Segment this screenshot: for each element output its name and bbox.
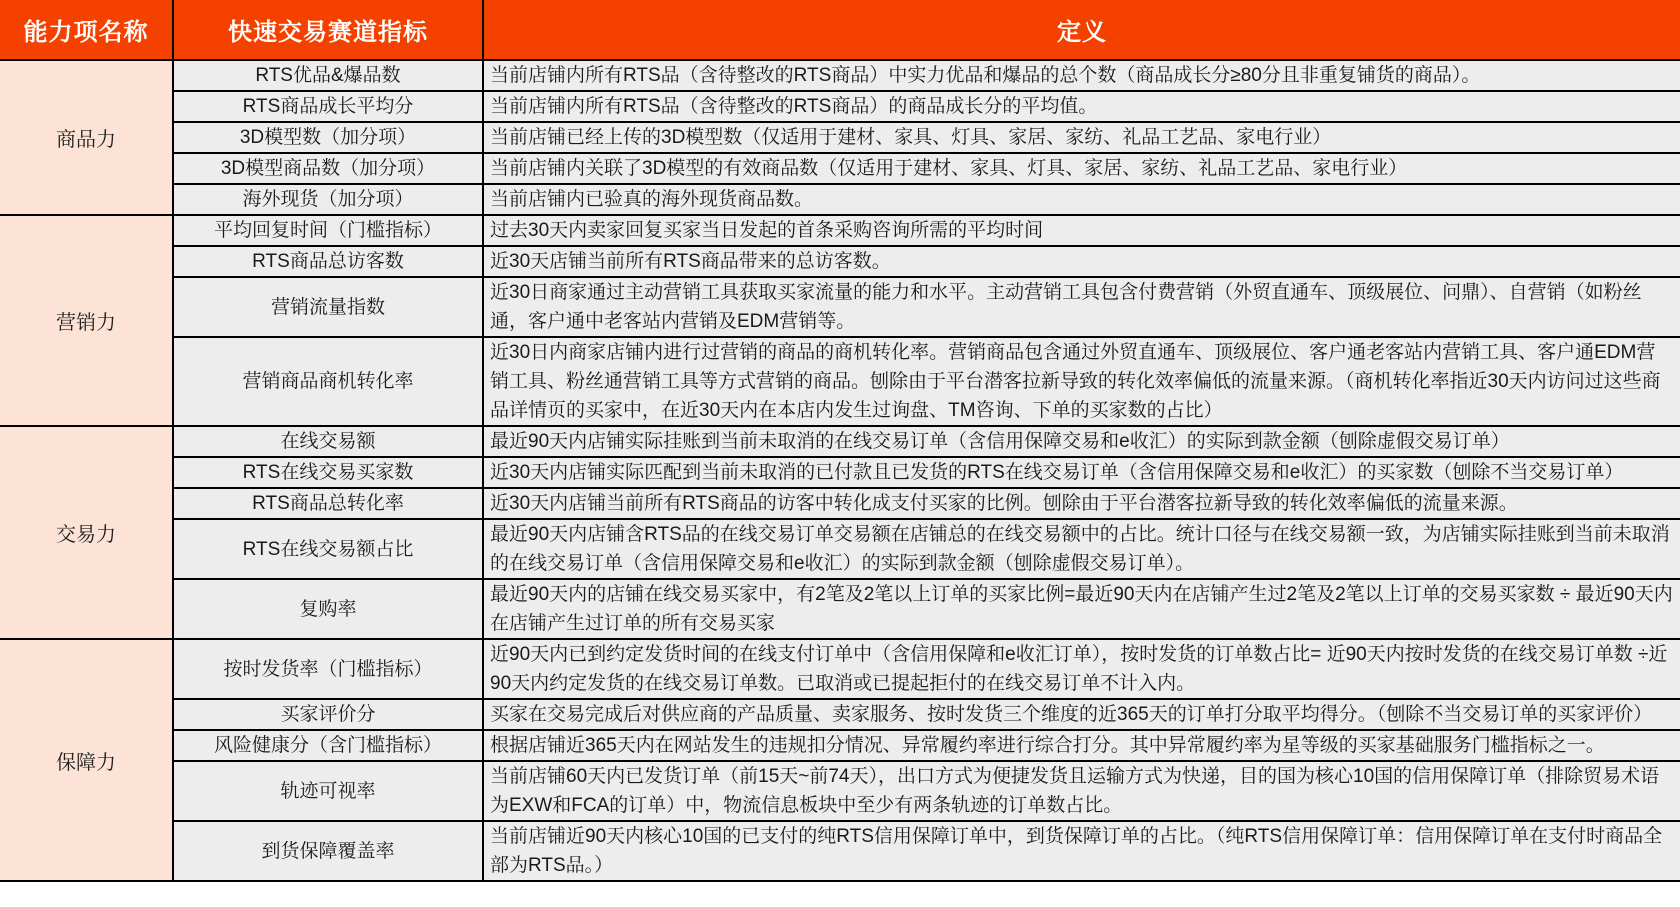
table-row — [0, 639, 1680, 699]
definition-cell: 近30日商家通过主动营销工具获取买家流量的能力和水平。主动营销工具包含付费营销（外贸直通车、顶级展位、问鼎）、自营销（如粉丝通，客户通中老客站内营销及EDM营销等。 — [483, 277, 1680, 337]
definition-cell: 近30日内商家店铺内进行过营销的商品的商机转化率。营销商品包含通过外贸直通车、顶级展位、客户通老客站内营销工具、客户通EDM营销工具、粉丝通营销工具等方式营销的商品。刨除由于平台潜客拉新导致的转化效率偏低的流量来源。（商机转化率指近30天内访问过这些商品详情页的买家中，在近30天内在本店内发生过询盘、TM咨询、下单的买家数的占比） — [483, 337, 1680, 426]
table-row — [0, 153, 1680, 184]
definition-cell: 近30天店铺当前所有RTS商品带来的总访客数。 — [483, 246, 1680, 277]
metric-cell: 复购率 — [173, 579, 483, 639]
definition-cell: 当前店铺内关联了3D模型的有效商品数（仅适用于建材、家具、灯具、家居、家纺、礼品工艺品、家电行业） — [483, 153, 1680, 184]
metric-cell: 营销商品商机转化率 — [173, 337, 483, 426]
definition-cell: 近90天内已到约定发货时间的在线支付订单中（含信用保障和e收汇订单），按时发货的订单数占比= 近90天内按时发货的在线交易订单数 ÷近90天内约定发货的在线交易订单数。已取消或已提起拒付的在线交易订单不计入内。 — [483, 639, 1680, 699]
definition-cell: 最近90天内店铺含RTS品的在线交易订单交易额在店铺总的在线交易额中的占比。统计口径与在线交易额一致，为店铺实际挂账到当前未取消的在线交易订单（含信用保障交易和e收汇）的实际到款金额（刨除虚假交易订单）。 — [483, 519, 1680, 579]
metric-cell: 平均回复时间（门槛指标） — [173, 215, 483, 246]
table-row — [0, 426, 1680, 457]
metric-cell: RTS商品成长平均分 — [173, 91, 483, 122]
metric-cell: RTS在线交易额占比 — [173, 519, 483, 579]
header-row — [0, 0, 1680, 60]
table-row — [0, 246, 1680, 277]
metric-cell: 到货保障覆盖率 — [173, 821, 483, 881]
definition-cell: 近30天内店铺实际匹配到当前未取消的已付款且已发货的RTS在线交易订单（含信用保障交易和e收汇）的买家数（刨除不当交易订单） — [483, 457, 1680, 488]
metric-cell: 买家评价分 — [173, 699, 483, 730]
metric-cell: 按时发货率（门槛指标） — [173, 639, 483, 699]
definition-cell: 最近90天内店铺实际挂账到当前未取消的在线交易订单（含信用保障交易和e收汇）的实际到款金额（刨除虚假交易订单） — [483, 426, 1680, 457]
definition-cell: 当前店铺已经上传的3D模型数（仅适用于建材、家具、灯具、家居、家纺、礼品工艺品、家电行业） — [483, 122, 1680, 153]
table-row — [0, 122, 1680, 153]
metric-cell: RTS商品总访客数 — [173, 246, 483, 277]
capability-cell: 交易力 — [0, 426, 173, 639]
capability-cell: 商品力 — [0, 60, 173, 215]
definition-cell: 当前店铺内已验真的海外现货商品数。 — [483, 184, 1680, 215]
table-row — [0, 730, 1680, 761]
definition-cell: 当前店铺内所有RTS品（含待整改的RTS商品）的商品成长分的平均值。 — [483, 91, 1680, 122]
metric-cell: RTS在线交易买家数 — [173, 457, 483, 488]
metric-cell: 在线交易额 — [173, 426, 483, 457]
col-header-metric: 快速交易赛道指标 — [173, 0, 483, 60]
definition-cell: 过去30天内卖家回复买家当日发起的首条采购咨询所需的平均时间 — [483, 215, 1680, 246]
table-row — [0, 519, 1680, 579]
metric-cell: 3D模型数（加分项） — [173, 122, 483, 153]
metric-cell: 海外现货（加分项） — [173, 184, 483, 215]
table-row — [0, 184, 1680, 215]
col-header-definition: 定义 — [483, 0, 1680, 60]
table-row — [0, 488, 1680, 519]
definition-cell: 根据店铺近365天内在网站发生的违规扣分情况、异常履约率进行综合打分。其中异常履约率为星等级的买家基础服务门槛指标之一。 — [483, 730, 1680, 761]
definition-cell: 当前店铺内所有RTS品（含待整改的RTS商品）中实力优品和爆品的总个数（商品成长分≥80分且非重复铺货的商品）。 — [483, 60, 1680, 91]
definition-cell: 最近90天内的店铺在线交易买家中，有2笔及2笔以上订单的买家比例=最近90天内在店铺产生过2笔及2笔以上订单的交易买家数 ÷ 最近90天内在店铺产生过订单的所有交易买家 — [483, 579, 1680, 639]
table-row — [0, 821, 1680, 881]
metric-cell: RTS优品&爆品数 — [173, 60, 483, 91]
table-row — [0, 60, 1680, 91]
table-row — [0, 457, 1680, 488]
table-row — [0, 337, 1680, 426]
capability-cell: 保障力 — [0, 639, 173, 881]
table-header — [0, 0, 1680, 60]
capability-cell: 营销力 — [0, 215, 173, 426]
col-header-capability: 能力项名称 — [0, 0, 173, 60]
table-row — [0, 277, 1680, 337]
definition-cell: 买家在交易完成后对供应商的产品质量、卖家服务、按时发货三个维度的近365天的订单打分取平均得分。（刨除不当交易订单的买家评价） — [483, 699, 1680, 730]
definition-cell: 当前店铺60天内已发货订单（前15天~前74天），出口方式为便捷发货且运输方式为快递，目的国为核心10国的信用保障订单（排除贸易术语为EXW和FCA的订单）中，物流信息板块中至少有两条轨迹的订单数占比。 — [483, 761, 1680, 821]
table-row — [0, 91, 1680, 122]
definition-cell: 当前店铺近90天内核心10国的已支付的纯RTS信用保障订单中，到货保障订单的占比。（纯RTS信用保障订单：信用保障订单在支付时商品全部为RTS品。） — [483, 821, 1680, 881]
metric-cell: 营销流量指数 — [173, 277, 483, 337]
table-row — [0, 761, 1680, 821]
definition-cell: 近30天内店铺当前所有RTS商品的访客中转化成支付买家的比例。刨除由于平台潜客拉新导致的转化效率偏低的流量来源。 — [483, 488, 1680, 519]
table-row — [0, 579, 1680, 639]
metric-cell: RTS商品总转化率 — [173, 488, 483, 519]
metric-cell: 轨迹可视率 — [173, 761, 483, 821]
table-row — [0, 699, 1680, 730]
table-row — [0, 215, 1680, 246]
metric-cell: 3D模型商品数（加分项） — [173, 153, 483, 184]
table-body — [0, 60, 1680, 881]
metric-cell: 风险健康分（含门槛指标） — [173, 730, 483, 761]
